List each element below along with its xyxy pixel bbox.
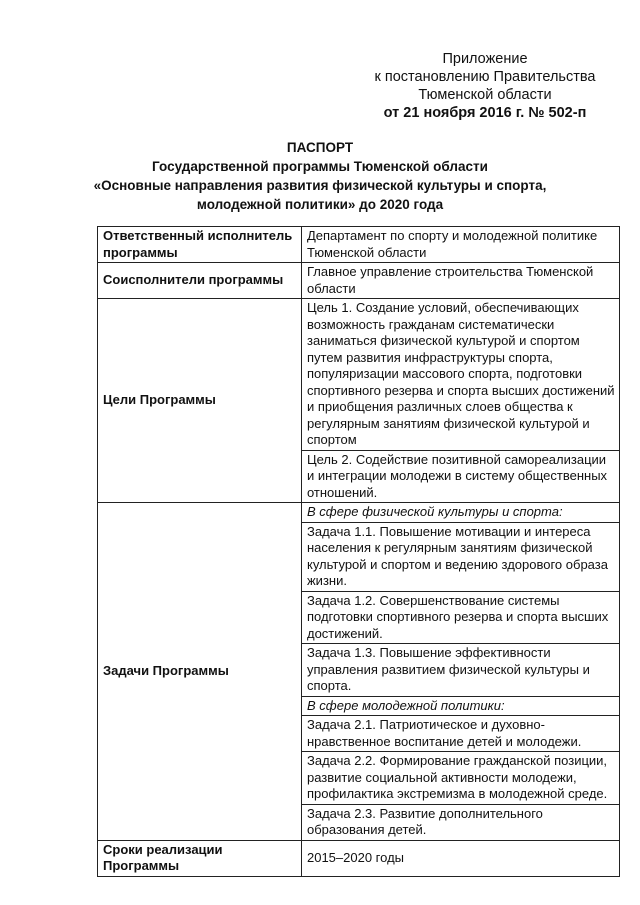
coexecutors-label: Соисполнители программы <box>98 263 302 299</box>
period-value: 2015–2020 годы <box>301 840 619 876</box>
goals-label: Цели Программы <box>98 299 302 503</box>
title-line-3: «Основные направления развития физической культуры и спорта, <box>93 178 547 193</box>
title-line-1: ПАСПОРТ <box>286 140 354 155</box>
sport-section-heading <box>301 503 619 523</box>
task-1-1: Задача 1.1. Повышение мотивации и интереса населения к регулярным занятиям физической культурой и спортом и ведению здорового образа жизни. <box>301 522 619 591</box>
table-row <box>98 503 620 523</box>
table-row <box>98 840 620 876</box>
table-row <box>98 263 620 299</box>
title-line-2: Государственной программы Тюменской области <box>152 159 488 174</box>
period-label: Сроки реализации Программы <box>98 840 302 876</box>
task-2-3: Задача 2.3. Развитие дополнительного образования детей. <box>301 804 619 840</box>
task-2-1: Задача 2.1. Патриотическое и духовно-нравственное воспитание детей и молодежи. <box>301 716 619 752</box>
goal-2: Цель 2. Содействие позитивной самореализации и интеграции молодежи в систему общественных отношений. <box>301 450 619 503</box>
tasks-label: Задачи Программы <box>98 503 302 841</box>
table-row <box>98 227 620 263</box>
appendix-line-1: Приложение <box>442 51 528 67</box>
coexecutors-value: Главное управление строительства Тюменской области <box>301 263 619 299</box>
appendix-line-3: Тюменской области <box>418 87 552 103</box>
task-2-2: Задача 2.2. Формирование гражданской позиции, развитие социальной активности молодежи, профилактика экстремизма в молодежной среде. <box>301 752 619 805</box>
responsible-value: Департамент по спорту и молодежной политике Тюменской области <box>301 227 619 263</box>
goal-1: Цель 1. Создание условий, обеспечивающих возможность гражданам систематически заниматься физической культурой и спортом путем развития инфраструктуры спорта, популяризации массового спорта, подготовки спортивного резерва и спорта высших достижений и приобщения различных слоев общества к регулярным занятиям физической культурой и спортом <box>301 299 619 451</box>
title-line-4: молодежной политики» до 2020 года <box>196 197 444 212</box>
document-title <box>80 138 560 214</box>
sport-heading-text: В сфере физической культуры и спорта: <box>306 504 563 519</box>
appendix-line-2: к постановлению Правительства <box>374 69 596 85</box>
responsible-label: Ответственный исполнитель программы <box>98 227 302 263</box>
appendix-header <box>340 50 630 122</box>
passport-table <box>97 226 620 877</box>
task-1-2: Задача 1.2. Совершенствование системы подготовки спортивного резерва и спорта высших достижений. <box>301 591 619 644</box>
youth-section-heading <box>301 696 619 716</box>
task-1-3: Задача 1.3. Повышение эффективности управления развитием физической культуры и спорта. <box>301 644 619 697</box>
appendix-decree-date: от 21 ноября 2016 г. № 502-п <box>383 105 587 121</box>
table-row <box>98 299 620 451</box>
youth-heading-text: В сфере молодежной политики: <box>306 697 505 713</box>
